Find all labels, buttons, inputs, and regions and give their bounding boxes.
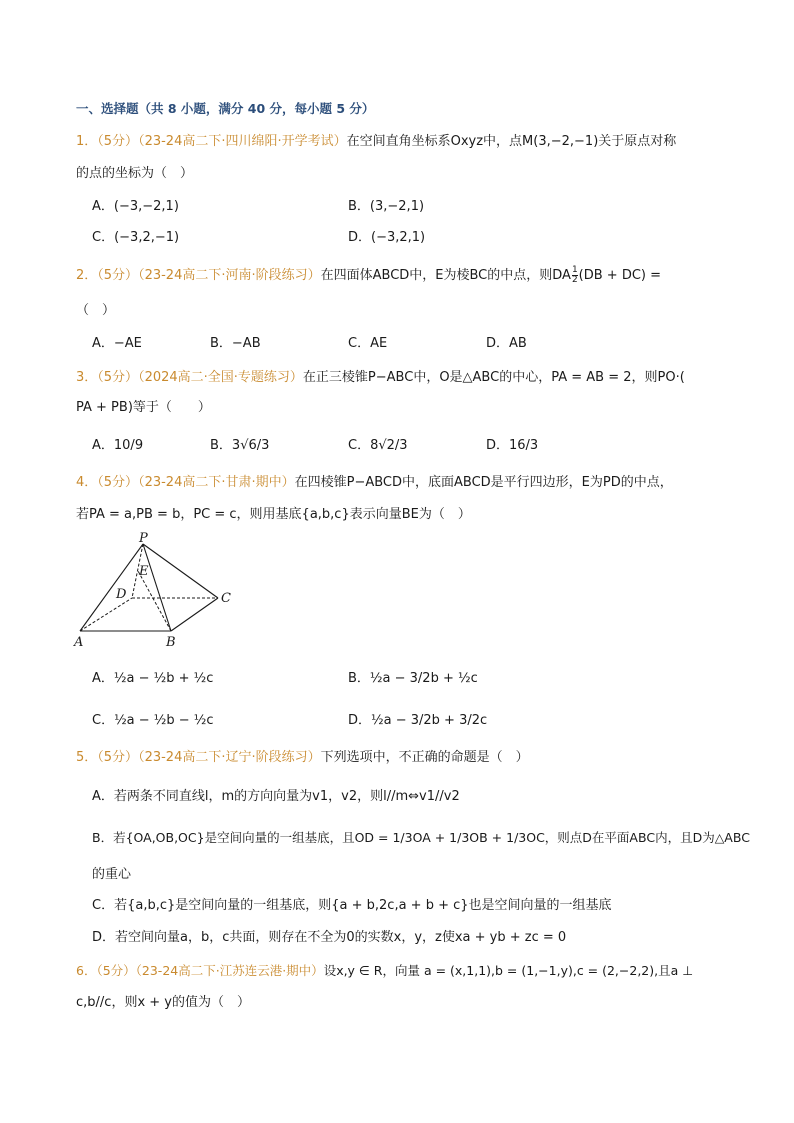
question-text: 在四棱锥P−ABCD中，底面ABCD是平行四边形，E为PD的中点， bbox=[294, 475, 673, 490]
question-6-stem-line2: c,b//c，则x + y的值为（ ） bbox=[76, 995, 250, 1010]
question-score: （5分） bbox=[97, 750, 139, 765]
question-text: 在空间直角坐标系Oxyz中，点M(3,−2,−1)关于原点对称 bbox=[346, 134, 677, 149]
label-a: A bbox=[74, 635, 84, 650]
question-score: （5分） bbox=[96, 963, 136, 978]
question-number: 6． bbox=[76, 963, 97, 978]
label-b: B bbox=[166, 635, 176, 650]
option-a[interactable]: A．10/9 bbox=[92, 438, 144, 453]
question-text: (DB + DC) = bbox=[578, 268, 662, 283]
question-source: （23-24高二下·江苏连云港·期中） bbox=[135, 963, 324, 978]
pyramid-figure bbox=[70, 532, 240, 652]
section-title: 一、选择题（共 8 小题，满分 40 分，每小题 5 分） bbox=[76, 101, 375, 116]
option-c[interactable]: C．½a − ½b − ½c bbox=[92, 713, 214, 728]
question-score: （5分） bbox=[97, 475, 139, 490]
question-source: （23-24高二下·河南·阶段练习） bbox=[138, 268, 321, 283]
option-a[interactable]: A．若两条不同直线l，m的方向向量为v1，v2，则l//m⇔v1//v2 bbox=[92, 789, 460, 804]
option-d[interactable]: D．若空间向量a，b，c共面，则存在不全为0的实数x，y，z使xa + yb + zc = 0 bbox=[92, 930, 567, 945]
question-source: （2024高二·全国·专题练习） bbox=[138, 370, 303, 385]
question-4-stem-line2: 若PA = a,PB = b，PC = c，则用基底{a,b,c}表示向量BE为（ ） bbox=[76, 507, 471, 522]
question-text: 下列选项中，不正确的命题是（ ） bbox=[320, 750, 529, 765]
question-text: 在四面体ABCD中，E为棱BC的中点，则DA bbox=[320, 268, 571, 283]
question-text: 在正三棱锥P−ABC中，O是△ABC的中心，PA = AB = 2，则PO·( bbox=[302, 370, 685, 385]
option-b[interactable]: B．3√6/3 bbox=[210, 438, 270, 453]
option-b[interactable]: B．½a − 3/2b + ½c bbox=[348, 671, 478, 686]
option-b[interactable]: B．若{OA,OB,OC}是空间向量的一组基底，且OD = 1/3OA + 1/3OB + 1/3OC，则点D在平面ABC内，且D为△ABC bbox=[92, 830, 750, 845]
question-5-stem-line1 bbox=[76, 749, 529, 767]
option-d[interactable]: D．½a − 3/2b + 3/2c bbox=[348, 713, 488, 728]
edge-pa bbox=[80, 544, 143, 631]
question-number: 3． bbox=[76, 370, 98, 385]
option-c[interactable]: C．8√2/3 bbox=[348, 438, 408, 453]
question-text: 设x,y ∈ R，向量 a = (x,1,1),b = (1,−1,y),c = (2,−2,2),且a ⊥ bbox=[323, 963, 694, 978]
label-p: P bbox=[139, 532, 148, 546]
question-source: （23-24高二下·甘肃·期中） bbox=[138, 475, 295, 490]
label-d: D bbox=[116, 587, 127, 602]
question-source: （23-24高二下·辽宁·阶段练习） bbox=[138, 750, 321, 765]
question-2-stem-line1 bbox=[76, 266, 661, 285]
option-c[interactable]: C．(−3,2,−1) bbox=[92, 230, 180, 245]
question-source: （23-24高二下·四川绵阳·开学考试） bbox=[138, 134, 347, 149]
option-b[interactable]: B．(3,−2,1) bbox=[348, 199, 425, 214]
edge-bc bbox=[171, 598, 218, 631]
question-1-stem-line2: 的点的坐标为（ ） bbox=[76, 166, 194, 181]
question-6-stem-line1 bbox=[76, 962, 693, 980]
option-a[interactable]: A．(−3,−2,1) bbox=[92, 199, 179, 214]
question-2-stem-line2: （ ） bbox=[76, 303, 116, 318]
question-number: 1． bbox=[76, 134, 98, 149]
question-score: （5分） bbox=[97, 268, 139, 283]
question-3-stem-line2: PA + PB)等于（ ） bbox=[76, 400, 211, 415]
option-d[interactable]: D．AB bbox=[486, 336, 527, 351]
edge-pc bbox=[143, 544, 218, 598]
question-1-stem-line1 bbox=[76, 133, 676, 151]
option-d[interactable]: D．(−3,2,1) bbox=[348, 230, 426, 245]
option-a[interactable]: A．−AE bbox=[92, 336, 142, 351]
question-score: （5分） bbox=[97, 370, 139, 385]
edge-pb bbox=[143, 544, 171, 631]
question-score: （5分） bbox=[97, 134, 139, 149]
fraction-one-half: $\frac{1}{2}$ bbox=[571, 265, 578, 285]
option-a[interactable]: A．½a − ½b + ½c bbox=[92, 671, 214, 686]
label-e: E bbox=[139, 564, 149, 579]
option-c[interactable]: C．若{a,b,c}是空间向量的一组基底，则{a + b,2c,a + b + c}也是空间向量的一组基底 bbox=[92, 898, 612, 913]
option-b-continued: 的重心 bbox=[92, 867, 132, 882]
question-number: 5． bbox=[76, 750, 98, 765]
question-number: 2． bbox=[76, 268, 98, 283]
question-3-stem-line1 bbox=[76, 369, 685, 387]
option-b[interactable]: B．−AB bbox=[210, 336, 261, 351]
question-number: 4． bbox=[76, 475, 98, 490]
option-d[interactable]: D．16/3 bbox=[486, 438, 539, 453]
question-4-stem-line1 bbox=[76, 474, 673, 492]
edge-ad bbox=[80, 598, 132, 631]
label-c: C bbox=[221, 591, 231, 606]
option-c[interactable]: C．AE bbox=[348, 336, 388, 351]
